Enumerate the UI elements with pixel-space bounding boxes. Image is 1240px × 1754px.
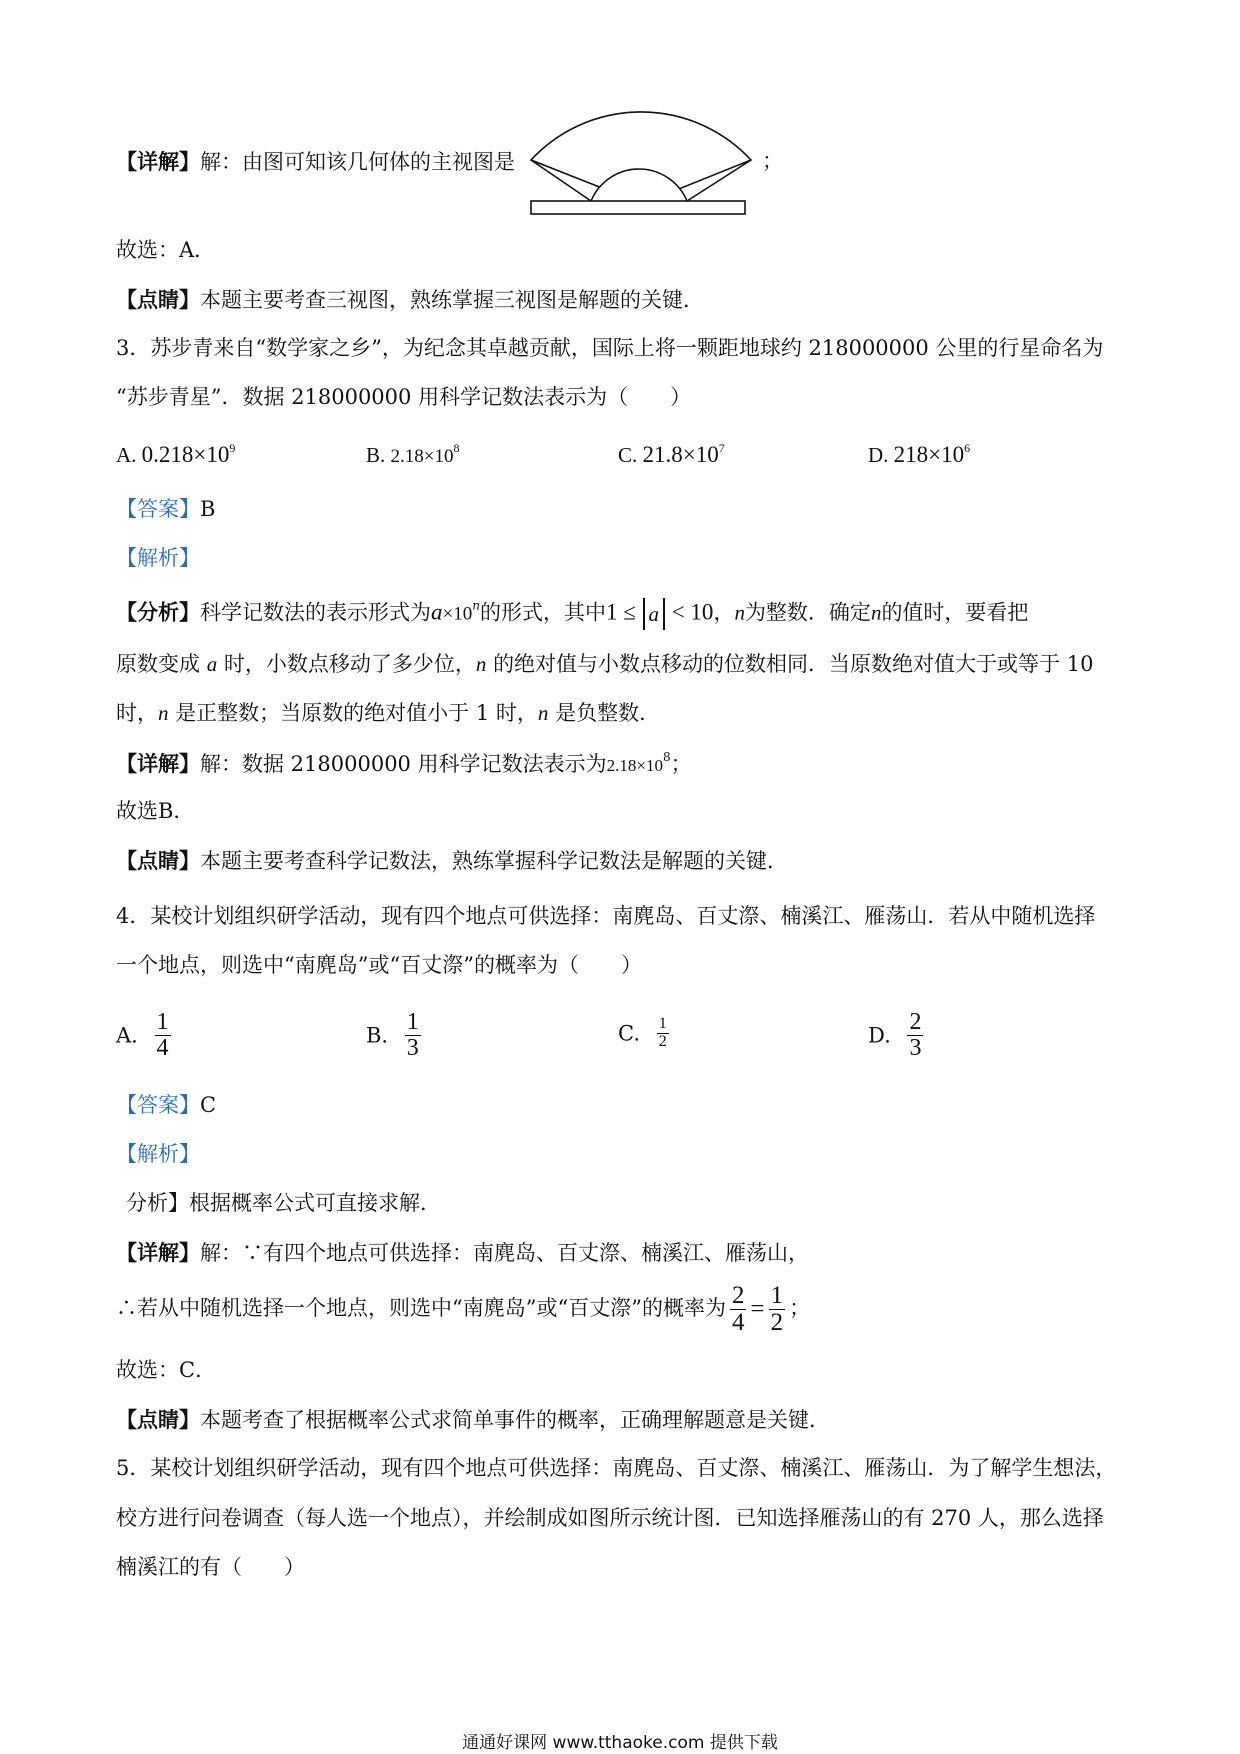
q4-comment xyxy=(116,1407,830,1433)
q3-analysis-n1: n xyxy=(734,600,745,625)
q3-analysis-line2 xyxy=(116,652,1093,677)
q3-detail-end: ； xyxy=(670,752,692,776)
q3-detail-base: 2.18×10 xyxy=(606,756,663,775)
q3-analysis-line3c: 是负整数． xyxy=(555,701,661,725)
q3-answer-value: B xyxy=(200,497,216,521)
q3-analysis-n5: n xyxy=(537,701,549,725)
q4-answer-label: 【答案】 xyxy=(116,1093,200,1117)
q3-analysis-c: 1 ≤ xyxy=(605,599,636,625)
q4-option-b-label: B. xyxy=(366,1023,389,1048)
q4-option-d-den: 3 xyxy=(909,1035,922,1062)
q3-option-d-exp: 6 xyxy=(964,441,971,455)
q4-option-d-num: 2 xyxy=(909,1009,922,1035)
q3-option-d-base: 218×10 xyxy=(893,442,965,467)
q3-analysis-line3a: 时， xyxy=(116,701,158,725)
q3-analysis-line1 xyxy=(116,598,1028,630)
q4-option-c-num: 1 xyxy=(658,1015,667,1032)
footer-source: 通通好课网 www.tthaoke.com 提供下载 xyxy=(462,1733,778,1753)
q3-option-a xyxy=(116,441,235,468)
q4-detail2-frac2 xyxy=(769,1283,786,1337)
q2-detail-label: 【详解】 xyxy=(116,149,200,174)
q4-detail-label: 【详解】 xyxy=(116,1240,200,1265)
q3-comment xyxy=(116,848,788,874)
q3-analysis-line2a: 原数变成 xyxy=(116,652,200,676)
q3-option-b xyxy=(366,441,459,468)
q4-option-c-den: 2 xyxy=(658,1032,667,1050)
q4-stem-line1: 4．某校计划组织研学活动，现有四个地点可供选择：南麂岛、百丈漈、楠溪江、雁荡山．若从中随机选择 xyxy=(116,904,1096,928)
q4-option-b-num: 1 xyxy=(406,1009,419,1035)
q4-option-d-label: D. xyxy=(868,1023,891,1048)
q2-detail xyxy=(116,149,515,175)
q4-detail2-text: ∴若从中随机选择一个地点，则选中“南麂岛”或“百丈漈”的概率为 xyxy=(116,1296,726,1320)
q4-option-a-den: 4 xyxy=(156,1035,169,1062)
q2-choice: 故选：A． xyxy=(116,238,216,262)
q4-option-c-fraction xyxy=(657,1016,669,1051)
q4-detail2-frac2-den: 2 xyxy=(770,1309,784,1336)
q4-detail2-end: ； xyxy=(789,1296,811,1320)
q3-analysis-e: ， xyxy=(713,600,735,625)
q3-analysis-label: 【解析】 xyxy=(116,546,200,570)
q3-analysis-g: 的值时，要看把 xyxy=(881,600,1029,625)
q4-analysis-text: 分析】根据概率公式可直接求解． xyxy=(126,1191,441,1215)
q4-detail xyxy=(116,1240,809,1266)
q4-option-a-fraction xyxy=(155,1010,171,1061)
q3-option-b-exp: 8 xyxy=(453,441,460,455)
q4-option-b xyxy=(366,1010,421,1061)
q4-comment-text: 本题考查了根据概率公式求简单事件的概率，正确理解题意是关键． xyxy=(200,1408,830,1432)
q3-stem-line2: “苏步青星”．数据 218000000 用科学记数法表示为（ ） xyxy=(116,385,692,409)
q3-option-d xyxy=(868,441,970,468)
q3-analysis-line3b: 是正整数；当原数的绝对值小于 1 时， xyxy=(175,701,538,725)
q3-analysis-a-var: a xyxy=(206,652,218,676)
q4-answer-value: C xyxy=(200,1093,217,1117)
q4-detail2-frac1-den: 4 xyxy=(731,1309,745,1336)
q3-option-b-base: 2.18×10 xyxy=(390,446,454,467)
q2-detail-text: 解：由图可知该几何体的主视图是 xyxy=(200,150,515,174)
q3-analysis-line2c: 的绝对值与小数点移动的位数相同．当原数绝对值大于或等于 10 xyxy=(493,652,1094,676)
front-view-figure xyxy=(527,96,757,218)
q4-option-d xyxy=(868,1010,923,1061)
q3-option-a-base: 0.218×10 xyxy=(141,442,230,467)
q4-analysis-label: 【解析】 xyxy=(116,1142,200,1166)
q4-detail2-frac1 xyxy=(730,1283,747,1337)
q3-analysis-abs: a xyxy=(643,598,666,630)
q4-option-b-fraction xyxy=(405,1010,421,1061)
q3-choice: 故选B． xyxy=(116,799,195,823)
q3-option-c-base: 21.8×10 xyxy=(642,442,719,467)
q3-analysis-b: 的形式，其中 xyxy=(479,600,606,625)
q4-detail-text: 解：∵有四个地点可供选择：南麂岛、百丈漈、楠溪江、雁荡山， xyxy=(200,1241,809,1265)
q5-stem-line2: 校方进行问卷调查（每人选一个地点），并绘制成如图所示统计图．已知选择雁荡山的有 270 人，那么选择 xyxy=(116,1506,1104,1530)
q3-answer-label: 【答案】 xyxy=(116,497,200,521)
q3-comment-text: 本题主要考查科学记数法，熟练掌握科学记数法是解题的关键． xyxy=(200,849,788,873)
q3-option-a-exp: 9 xyxy=(229,441,236,455)
q4-comment-label: 【点睛】 xyxy=(116,1407,200,1432)
q3-option-c xyxy=(618,441,725,468)
q2-comment-label: 【点睛】 xyxy=(116,287,200,312)
q4-detail-line2 xyxy=(116,1280,810,1338)
q2-detail-end: ； xyxy=(762,149,783,173)
q3-option-b-label: B. xyxy=(366,443,386,467)
q4-answer xyxy=(116,1093,216,1118)
q3-analysis-d: < 10 xyxy=(671,599,714,625)
q3-detail xyxy=(116,750,692,777)
q3-analysis-n2: n xyxy=(870,600,882,625)
q4-stem-line2: 一个地点，则选中“南麂岛”或“百丈漈”的概率为（ ） xyxy=(116,953,642,977)
q3-option-c-label: C. xyxy=(618,443,638,467)
q5-stem-line3: 楠溪江的有（ ） xyxy=(116,1555,305,1579)
q4-option-c-label: C. xyxy=(618,1021,640,1046)
q4-option-a xyxy=(116,1010,171,1061)
q3-stem-line1: 3．苏步青来自“数学家之乡”，为纪念其卓越贡献，国际上将一颗距地球约 218000000 公里的行星命名为 xyxy=(116,336,1104,360)
q3-answer xyxy=(116,497,215,522)
q5-stem-line1: 5．某校计划组织研学活动，现有四个地点可供选择：南麂岛、百丈漈、楠溪江、雁荡山．为了解学生想法， xyxy=(116,1456,1117,1480)
q4-option-b-den: 3 xyxy=(406,1035,419,1062)
q3-detail-label: 【详解】 xyxy=(116,751,200,776)
q3-option-d-label: D. xyxy=(868,443,889,467)
q2-comment-text: 本题主要考查三视图，熟练掌握三视图是解题的关键． xyxy=(200,288,704,312)
q3-analysis-n3: n xyxy=(475,652,487,676)
q3-analysis-a3exp: n xyxy=(472,598,480,613)
q3-analysis-a: 科学记数法的表示形式为 xyxy=(200,600,431,625)
q3-analysis-a3: ×10 xyxy=(442,603,473,625)
q3-detail-exp: 8 xyxy=(662,750,671,764)
q4-option-a-num: 1 xyxy=(156,1009,169,1035)
q3-analysis-a2: a xyxy=(431,599,443,625)
q3-detail-text: 解：数据 218000000 用科学记数法表示为 xyxy=(200,752,607,776)
q4-option-d-fraction xyxy=(907,1010,923,1061)
q4-detail2-eq: = xyxy=(750,1295,765,1323)
q3-analysis-n4: n xyxy=(158,701,169,725)
q3-analysis-line3 xyxy=(116,701,660,726)
q4-option-c xyxy=(618,1016,669,1051)
q3-analysis-line2b: 时，小数点移动了多少位， xyxy=(223,652,476,676)
q3-option-a-label: A. xyxy=(116,443,137,467)
q2-comment xyxy=(116,287,704,313)
q4-detail2-frac2-num: 1 xyxy=(770,1281,784,1309)
q4-detail2-frac1-num: 2 xyxy=(731,1281,745,1309)
q3-comment-label: 【点睛】 xyxy=(116,848,200,873)
q3-analysis-f: 为整数．确定 xyxy=(744,600,871,625)
q3-option-c-exp: 7 xyxy=(718,441,725,455)
q4-choice: 故选：C． xyxy=(116,1358,217,1382)
q3-analysis-head: 【分析】 xyxy=(116,599,200,625)
q4-option-a-label: A. xyxy=(116,1023,138,1048)
